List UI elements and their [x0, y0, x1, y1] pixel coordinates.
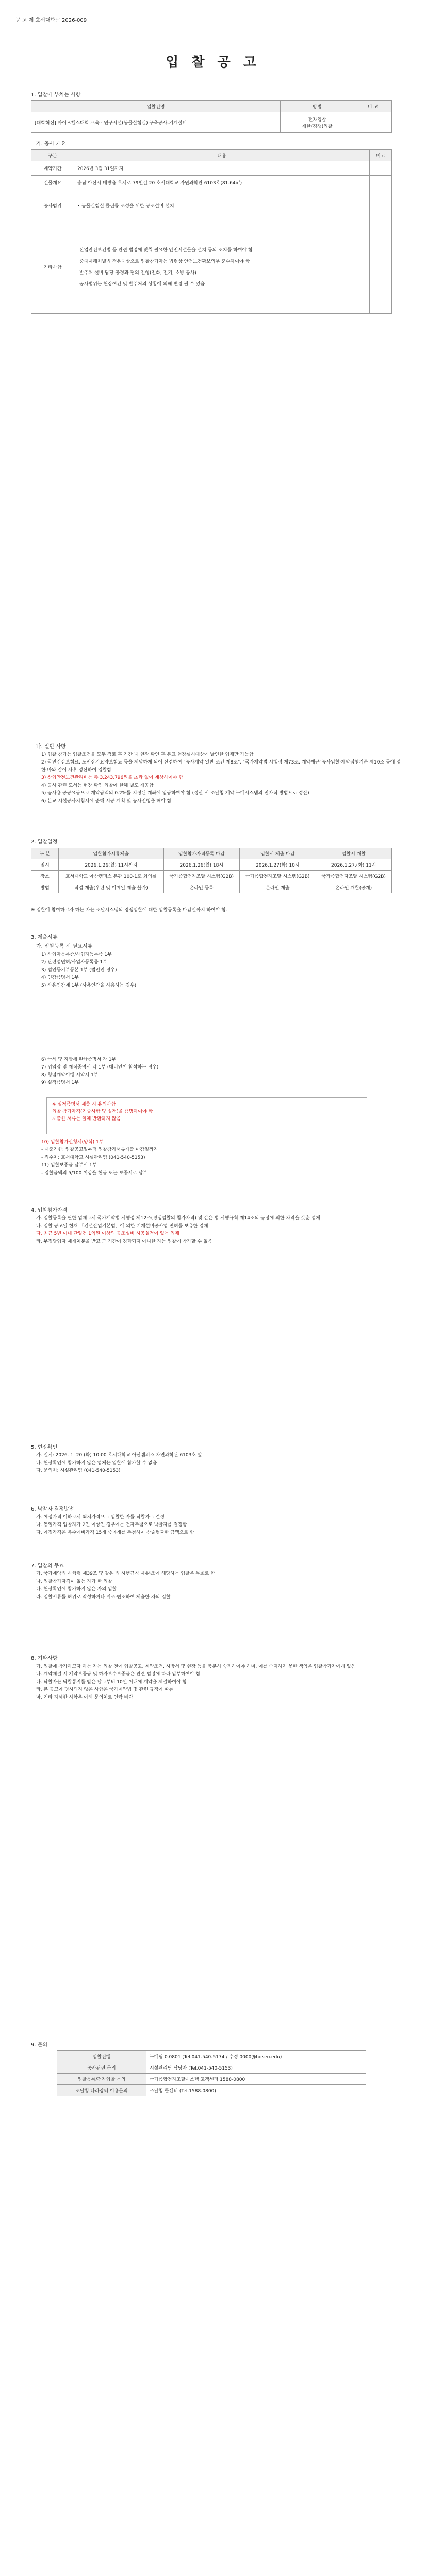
- invalid-list: [36, 1570, 397, 1601]
- bid-remark: [354, 112, 392, 133]
- col-name: 입찰건명: [31, 101, 281, 112]
- award-2: 나. 동일가격 입찰자가 2인 이상인 경우에는 전자추첨으로 낙찰자를 결정함: [36, 1522, 187, 1528]
- etc-1: 가. 입찰에 참가하고자 하는 자는 입찰 전에 입찰공고, 계약조건, 시방서 및 현장 등을 충분히 숙지하여야 하며, 이를 숙지하지 못한 책임은 입찰참가자에게 있음: [36, 1664, 356, 1669]
- contact-table: [57, 2050, 366, 2096]
- box-line-1: ※ 실적증명서 제출 시 유의사항: [52, 1102, 116, 1107]
- invalid-2: 나. 입찰참가자격이 없는 자가 한 입찰: [36, 1579, 112, 1584]
- schedule-heading: 2. 입찰일정: [31, 839, 58, 845]
- doc-5: 5) 사용인감계 1부 (사용인감을 사용하는 경우): [41, 983, 137, 988]
- general-note-2: 2) 국민건강보험료, 노인장기요양보험료 등을 체납하게 되어 산정하여 "공사계약 일반 조건 제8조", "국가계약법 시행령 제73조, 계약예규"공사입찰·계약집행기준 제10조 등에 정한 바와 같이 사후 정산하여 입찰함: [41, 760, 401, 773]
- docs-list-3: [41, 1139, 402, 1177]
- invalid-1: 가. 국가계약법 시행령 제39조 및 같은 법 시행규칙 제44조에 해당하는 입찰은 무효로 함: [36, 1571, 215, 1577]
- docs-list: [41, 951, 402, 990]
- sched-col-4: 입찰서 개찰: [316, 848, 392, 859]
- contact-v-1: 구매팀 0.0801 (Tel.041-540-5174 / 수정 0000@hoseo.edu): [146, 2051, 366, 2062]
- contact-v-3: 국가종합전자조달시스템 고객센터 1588-0800: [146, 2074, 366, 2085]
- sched-date-0: 2026.1.26(월) 11시까지: [59, 859, 164, 871]
- sched-place-0: 호서대학교 아산캠퍼스 본관 100-1호 회의실: [59, 871, 164, 882]
- general-note-3: 3) 산업안전보건관리비는 총 3,243,796원을 초과 없이 계상하여야 함: [41, 775, 184, 781]
- overview-table: 구분 내용 비고 계약기간 2026년 3월 31일까지 건물개요 충남 아산시 배방읍 호서로 79번길 20 호서대학교 자연과학관 6103호(81.64㎡) 공사범위 • 동물실험실 클린룸 조성을 위한 공조설비 설치 기타사항 산업안전보건법 등 관련 법령에 맞춰 필요한 안전시설물을 설치 등의 조치를 하여야 함 중대재해처벌법 적용대상으로 입찰참가자는 법령상 안전보건확보의무 준수하여야 함 발주처 설비 담당 공정과 협의 진행(전화, 전기, 소방 공사) 공사범위는 현장여건 및 발주처의 상황에 의해 변경 될 수 있음: [31, 149, 392, 314]
- row-building-key: 건물개요: [31, 176, 74, 190]
- row-scope-val: 동물실험실 클린룸 조성을 위한 공조설비 설치: [81, 204, 174, 209]
- sched-method-key: 방법: [31, 882, 59, 893]
- sched-method-0: 직접 제출(우편 및 이메일 제출 불가): [59, 882, 164, 893]
- site-list: [36, 1452, 397, 1475]
- sched-method-1: 온라인 등록: [163, 882, 239, 893]
- sched-method-2: 온라인 제출: [240, 882, 316, 893]
- col-kind: 구분: [31, 150, 74, 161]
- sched-col-3: 입찰서 제출 마감: [240, 848, 316, 859]
- overview-heading: 가. 공사 개요: [36, 141, 66, 147]
- doc-7: 7) 위임장 및 재직증명서 각 1부 (대리인이 참석하는 경우): [41, 1065, 159, 1070]
- contact-k-3: 입찰등록/전자입찰 문의: [57, 2074, 146, 2085]
- sched-date-key: 일시: [31, 859, 59, 871]
- row-scope-key: 공사범위: [31, 190, 74, 221]
- col-content: 내용: [74, 150, 370, 161]
- invalid-3: 다. 현장확인에 참가하지 않은 자의 입찰: [36, 1587, 117, 1592]
- sched-place-1: 국가종합전자조달 시스템(G2B): [163, 871, 239, 882]
- sched-date-1: 2026.1.26(월) 18시: [163, 859, 239, 871]
- etc-5: 마. 기타 자세한 사항은 아래 문의처로 연락 바람: [36, 1695, 134, 1700]
- doc-8: 8) 청렴계약이행 서약서 1부: [41, 1073, 99, 1078]
- general-note-4: 4) 공사 관련 도서는 현장 확인 입찰에 한해 별도 제공함: [41, 783, 154, 788]
- award-1: 가. 예정가격 이하로서 최저가격으로 입찰한 자를 낙찰자로 결정: [36, 1515, 165, 1520]
- qual-1: 가. 입찰등록을 필한 업체로서 국가계약법 시행령 제12조(경쟁입찰의 참가자격) 및 같은 법 시행규칙 제14조의 규정에 의한 자격을 갖춘 업체: [36, 1216, 320, 1221]
- box-line-2: 입찰 참가자격(기술사항 및 실적)을 증명하여야 함: [52, 1109, 153, 1114]
- sched-col-0: 구 분: [31, 848, 59, 859]
- contact-k-1: 입찰진행: [57, 2051, 146, 2062]
- section-1-heading: 1. 입찰에 부치는 사항: [31, 92, 81, 98]
- qual-3: 다. 최근 5년 이내 단일건 1억원 이상의 공조설비 시공실적이 있는 업체: [36, 1231, 179, 1236]
- contact-v-2: 시설관리팀 담당자 (Tel.041-540-5153): [146, 2062, 366, 2074]
- general-note-5: 5) 공사용 공공요금으로 계약금액의 0.2%를 지정된 계좌에 입금하여야 함 (정산 시 조달청 계약 구매시스템의 전자적 방법으로 정산): [41, 791, 309, 796]
- docs-sub: 가. 입찰등록 시 필요서류: [36, 944, 93, 950]
- etc-2: 나. 계약체결 시 계약보증금 및 하자보수보증금은 관련 법령에 따라 납부하여야 함: [36, 1672, 201, 1677]
- sched-date-2: 2026.1.27(화) 10시: [240, 859, 316, 871]
- row-building-val: 충남 아산시 배방읍 호서로 79번길 20 호서대학교 자연과학관 6103호(81.64㎡): [74, 176, 370, 190]
- doc-3: 3) 법인등기부등본 1부 (법인인 경우): [41, 968, 117, 973]
- site-2: 나. 현장확인에 참가하지 않은 업체는 입찰에 참가할 수 없음: [36, 1461, 157, 1466]
- row-etc-val: 산업안전보건법 등 관련 법령에 맞춰 필요한 안전시설물을 설치 등의 조치를 하여야 함 중대재해처벌법 적용대상으로 입찰참가자는 법령상 안전보건확보의무 준수하여야 함 발주처 설비 담당 공정과 협의 진행(전화, 전기, 소방 공사) 공사범위는 현장여건 및 발주처의 상황에 의해 변경 될 수 있음: [74, 221, 370, 314]
- contact-heading: 9. 문의: [31, 2042, 48, 2048]
- box-line-3: 제출한 서류는 일체 반환하지 않음: [52, 1116, 121, 1122]
- extra-1: - 제출기한: 입찰공고일부터 입찰참가서류제출 마감일까지: [41, 1147, 158, 1153]
- extra-4: - 입찰금액의 5/100 이상을 현금 또는 보증서로 납부: [41, 1171, 148, 1176]
- site-3: 다. 문의처: 시설관리팀 (041-540-5153): [36, 1468, 121, 1473]
- docs-heading: 3. 제출서류: [31, 935, 58, 940]
- row-etc-key: 기타사항: [31, 221, 74, 314]
- general-note-6: 6) 본교 시설공사지침서에 준해 시공 계획 및 공사진행을 해야 함: [41, 799, 172, 804]
- extra-3: 11) 입찰보증금 납부서 1부: [41, 1163, 97, 1168]
- col-note: 비고: [370, 150, 392, 161]
- sched-col-2: 입찰참가자격등록 마감: [163, 848, 239, 859]
- award-heading: 6. 낙찰자 결정방법: [31, 1506, 74, 1512]
- col-method: 방법: [281, 101, 354, 112]
- general-notes: [41, 751, 402, 805]
- doc-10: 10) 입찰참가신청서(양식) 1부: [41, 1140, 104, 1145]
- qual-list: [36, 1215, 397, 1246]
- sched-date-3: 2026.1.27.(화) 11시: [316, 859, 392, 871]
- notice-number: 공 고 제 호서대학교 2026-009: [15, 18, 87, 23]
- site-1: 가. 일시: 2026. 1. 20.(화) 10:00 호서대학교 아산캠퍼스 자연과학관 6103호 앞: [36, 1453, 202, 1458]
- invalid-heading: 7. 입찰의 무효: [31, 1563, 64, 1569]
- qual-4: 라. 부정당업자 제재처분을 받고 그 기간이 경과되지 아니한 자는 입찰에 참가할 수 없음: [36, 1239, 212, 1244]
- schedule-note: ※ 입찰에 참여하고자 하는 자는 조달시스템의 경쟁입찰에 대한 입찰등록을 마감일까지 하여야 함.: [31, 908, 227, 913]
- qual-2: 나. 입찰 공고일 현재 「건설산업기본법」에 의한 기계설비공사업 면허를 보유한 업체: [36, 1224, 208, 1229]
- contact-v-4: 조달청 콜센터 (Tel.1588-0800): [146, 2085, 366, 2096]
- doc-4: 4) 인감증명서 1부: [41, 975, 79, 980]
- sched-col-1: 입찰참가서류제출: [59, 848, 164, 859]
- contact-k-2: 공사관련 문의: [57, 2062, 146, 2074]
- doc-1: 1) 사업자등록증/사업자등록증 1부: [41, 952, 112, 957]
- doc-9: 9) 실적증명서 1부: [41, 1080, 79, 1086]
- etc-3: 다. 낙찰자는 낙찰통지를 받은 날로부터 10일 이내에 계약을 체결하여야 함: [36, 1680, 187, 1685]
- row-period-key: 계약기간: [31, 161, 74, 176]
- sched-place-2: 국가종합전자조달 시스템(G2B): [240, 871, 316, 882]
- sched-method-3: 온라인 개찰(공개): [316, 882, 392, 893]
- award-list: [36, 1514, 397, 1537]
- award-3: 다. 예정가격은 복수예비가격 15개 중 4개를 추첨하여 산술평균한 금액으로 함: [36, 1530, 194, 1535]
- sched-place-3: 국가종합전자조달 시스템(G2B): [316, 871, 392, 882]
- etc-list: [36, 1663, 397, 1702]
- general-heading: 나. 일반 사항: [36, 744, 66, 750]
- bid-item-table: [31, 100, 392, 133]
- general-note-1: 1) 입찰 참가는 입찰조건을 모두 검토 후 기간 내 현장 확인 후 본교 현장설시대상에 날인한 업체만 가능함: [41, 752, 254, 757]
- col-remark: 비 고: [354, 101, 392, 112]
- notice-box: [46, 1097, 367, 1134]
- schedule-table: [31, 848, 392, 893]
- docs-list-2: [41, 1056, 402, 1087]
- row-period-val: 2026년 3월 31일까지: [77, 166, 124, 172]
- doc-2: 2) 관련업면허/사업자등록증 1부: [41, 960, 108, 965]
- page-title: 입 찰 공 고: [166, 55, 260, 70]
- bid-name: [대학혁신] 바이오헬스대학 교육 · 연구시설(동물실험실) 구축공사-기계설비: [31, 112, 281, 133]
- bid-method: 전자입찰 제한(경쟁)입찰: [281, 112, 354, 133]
- extra-2: - 접수처: 호서대학교 시설관리팀 (041-540-5153): [41, 1155, 145, 1160]
- invalid-4: 라. 입찰서류를 허위로 작성하거나 위조·변조하여 제출한 자의 입찰: [36, 1595, 171, 1600]
- sched-place-key: 장소: [31, 871, 59, 882]
- etc-4: 라. 본 공고에 명시되지 않은 사항은 국가계약법 및 관련 규정에 따름: [36, 1687, 174, 1692]
- doc-6: 6) 국세 및 지방세 완납증명서 각 1부: [41, 1057, 117, 1062]
- site-heading: 5. 현장확인: [31, 1445, 58, 1450]
- qual-heading: 4. 입찰참가자격: [31, 1208, 68, 1213]
- contact-k-4: 조달청 나라장터 이용문의: [57, 2085, 146, 2096]
- etc-heading: 8. 기타사항: [31, 1656, 58, 1662]
